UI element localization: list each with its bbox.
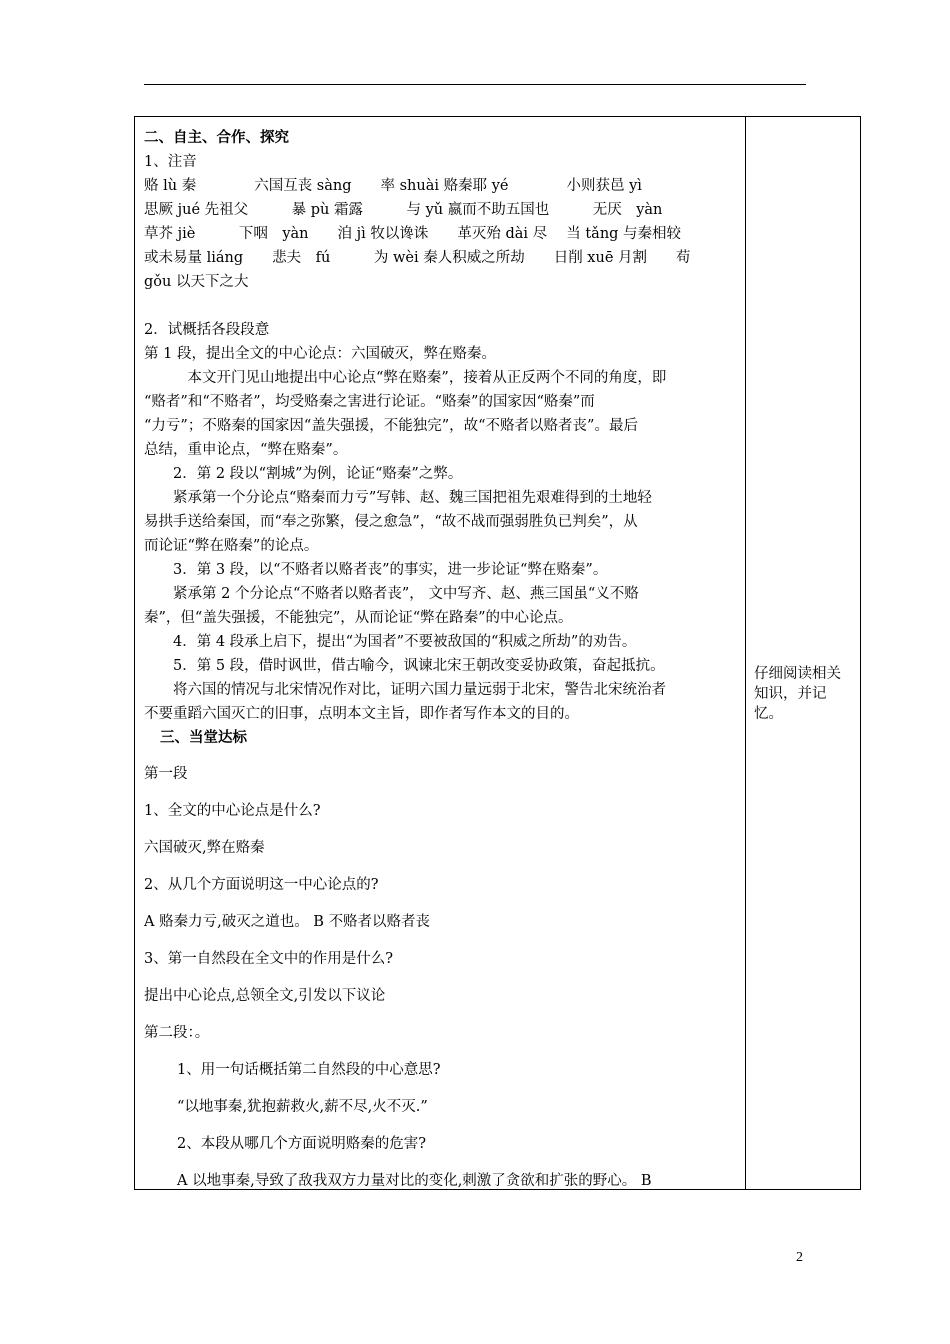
para1-detail: 总结，重申论点，“弊在赂秦”。 — [144, 442, 348, 458]
para3-detail: 紧承第 2 个分论点“不赂者以赂者丧”， 文中写齐、赵、燕三国虽“义不赂 — [173, 586, 639, 602]
header-rule — [144, 84, 806, 85]
pinyin-line: 思厥 jué 先祖父 暴 pù 霜露 与 yǔ 嬴而不助五国也 无厌 yàn — [144, 202, 663, 218]
para3-summary: 3．第 3 段，以“不赂者以赂者丧”的事实，进一步论证“弊在赂秦”。 — [173, 562, 608, 578]
question: 2、本段从哪几个方面说明赂秦的危害? — [177, 1136, 426, 1152]
pinyin-line: 赂 lù 秦 六国互丧 sàng 率 shuài 赂秦耶 yé 小则获邑 yì — [144, 178, 642, 194]
column-divider — [745, 116, 746, 1190]
answer: “以地事秦,犹抱薪救火,薪不尽,火不灭.” — [177, 1099, 428, 1115]
question: 1、用一句话概括第二自然段的中心意思? — [177, 1062, 441, 1078]
para5-summary: 5．第 5 段，借时讽世，借古喻今，讽谏北宋王朝改变妥协政策，奋起抵抗。 — [173, 658, 665, 674]
para5-detail: 将六国的情况与北宋情况作对比，证明六国力量远弱于北宋，警告北宋统治者 — [173, 682, 666, 698]
part1-title: 第一段 — [144, 766, 188, 782]
page-number: 2 — [796, 1250, 803, 1265]
answer: A 赂秦力亏,破灭之道也。 B 不赂者以赂者丧 — [144, 914, 431, 930]
pinyin-title: 1、注音 — [144, 154, 197, 170]
para1-detail: 本文开门见山地提出中心论点“弊在赂秦”，接着从正反两个不同的角度，即 — [173, 370, 667, 386]
para2-detail: 紧承第一个分论点“赂秦而力亏”写韩、赵、魏三国把祖先艰难得到的土地轻 — [173, 490, 652, 506]
question: 3、第一自然段在全文中的作用是什么? — [144, 951, 393, 967]
main-column — [144, 126, 740, 1206]
para2-summary: 2．第 2 段以“割城”为例，论证“赂秦”之弊。 — [173, 466, 463, 482]
pinyin-line: 草芥 jiè 下咽 yàn 洎 jì 牧以谗诛 革灭殆 dài 尽 当 tǎng 与秦相较 — [144, 226, 682, 242]
section3-heading: 三、当堂达标 — [160, 729, 247, 746]
para2-detail: 而论证“弊在赂秦”的论点。 — [144, 538, 319, 554]
answer: 六国破灭,弊在赂秦 — [144, 840, 265, 856]
summary-title: 2．试概括各段段意 — [144, 322, 270, 338]
side-note: 仔细阅读相关知识，并记忆。 — [754, 666, 841, 722]
para1-detail: “赂者”和“不赂者”，均受赂秦之害进行论证。“赂秦”的国家因“赂秦”而 — [144, 394, 595, 410]
para2-detail: 易拱手送给秦国，而“奉之弥繁，侵之愈急”，“故不战而强弱胜负已判矣”，从 — [144, 514, 638, 530]
part2-title: 第二段：。 — [144, 1025, 210, 1041]
para1-detail: “力亏”；不赂秦的国家因“盖失强援，不能独完”，故“不赂者以赂者丧”。最后 — [144, 418, 638, 434]
para5-detail: 不要重蹈六国灭亡的旧事，点明本文主旨，即作者写作本文的目的。 — [144, 706, 579, 722]
answer: A 以地事秦,导致了敌我双方力量对比的变化,刺激了贪欲和扩张的野心。 B — [177, 1173, 652, 1189]
section2-heading: 二、自主、合作、探究 — [144, 129, 289, 146]
pinyin-line: gǒu 以天下之大 — [144, 274, 249, 290]
question: 2、从几个方面说明这一中心论点的? — [144, 877, 379, 893]
question: 1、全文的中心论点是什么? — [144, 803, 321, 819]
para1-summary: 第 1 段，提出全文的中心论点：六国破灭，弊在赂秦。 — [144, 346, 496, 362]
para4-summary: 4．第 4 段承上启下，提出“为国者”不要被敌国的“积威之所劫”的劝告。 — [173, 634, 637, 650]
answer: 提出中心论点,总领全文,引发以下议论 — [144, 988, 386, 1004]
pinyin-line: 或未易量 liáng 悲夫 fú 为 wèi 秦人积威之所劫 日削 xuē 月割 苟 — [144, 250, 691, 266]
para3-detail: 秦”，但“盖失强援，不能独完”，从而论证“弊在路秦”的中心论点。 — [144, 610, 573, 626]
